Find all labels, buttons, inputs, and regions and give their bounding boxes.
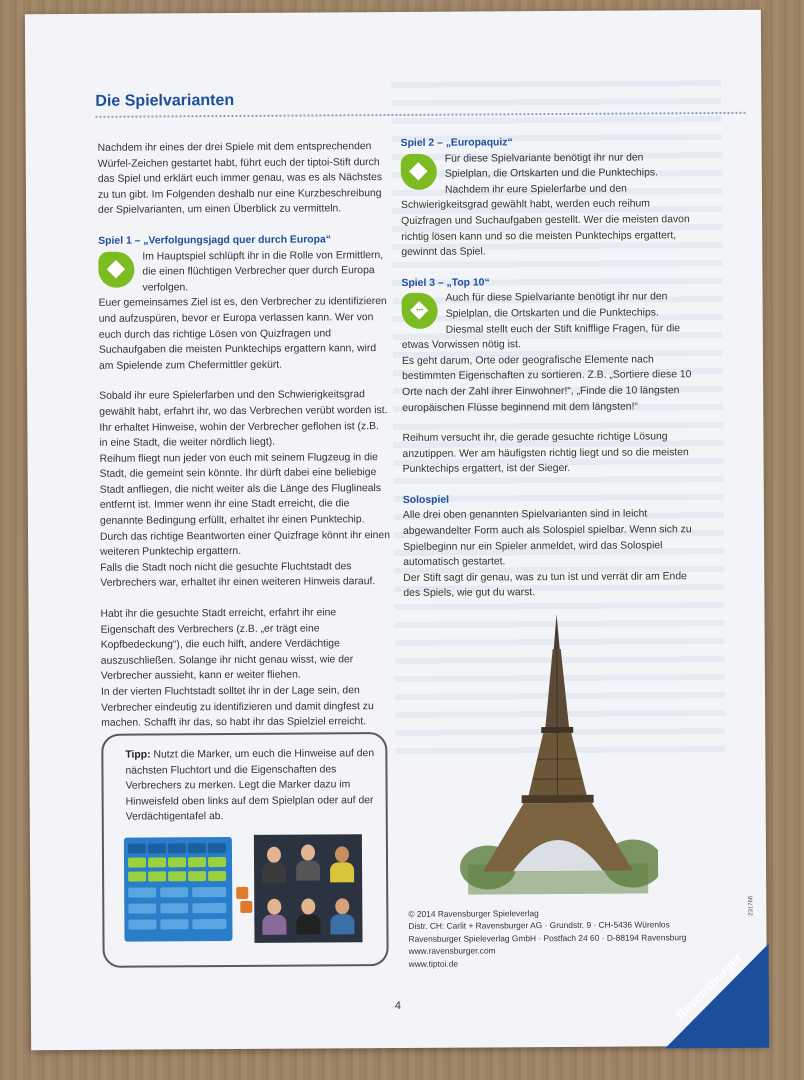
distribution-line: Distr. CH: Carlit + Ravensburger AG · Grundstr. 9 · CH-5436 Würenlos: [408, 919, 670, 932]
spiel1-paragraph: Falls die Stadt noch nicht die gesuchte Fluchtstadt des Verbrechers war, erhaltet ihr einen weiteren Hinweis darauf.: [100, 561, 376, 590]
spiel2-heading: Spiel 2 – „Europaquiz“: [400, 137, 513, 149]
suspect-board-illustration: [254, 834, 363, 943]
spiel1-paragraph: Reihum fliegt nun jeder von euch mit seinem Flugzeug in die Stadt, die gemeint sein könnte. Ihr dürft dabei eine beliebige Stadt anfliegen, die nicht weiter als die Länge des Fluglineals entfernt ist. Immer wenn ihr eine Stadt erreicht, die die genannte Bedingung erfüllt, erhaltet ihr einen Punktechip. Durch das richtige Beantworten einer Quizfrage könnt ihr einen weiteren Punktechip ergattern.: [99, 451, 391, 559]
tip-body: Nutzt die Marker, um euch die Hinweise auf den nächsten Fluchtort und die Eigenschaften des Verbrechers zu merken. Legt die Marker dazu im Hinweisfeld oben links auf dem Spielplan oder auf der Verdächtigentafel ab.: [125, 748, 375, 824]
spiel1-paragraph: Sobald ihr eure Spielerfarben und den Schwierigkeitsgrad gewählt habt, erfahrt ihr, wo das Verbrechen verübt worden ist. Ihr erhaltet Hinweise, wohin der Verbrecher geflohen ist (z.B. in eine Stadt, die weiter nördlich liegt).: [99, 389, 388, 449]
article-number: 231766: [748, 895, 755, 916]
spiel1-paragraph: Im Hauptspiel schlüpft ihr in die Rolle von Ermittlern, die einen flüchtigen Verbrecher quer durch Europa verfolgen.: [142, 249, 384, 294]
tip-text: [125, 746, 377, 826]
spiel1-paragraph: Euer gemeinsames Ziel ist es, den Verbrecher zu identifizieren und aufzuspüren, bevor er Europa verlassen kann. Wer von euch durch das richtige Lösen von Quizfragen und Suchaufgaben die meisten Punktechips ergattern kann, wird am Spielende zum Chefermittler gekürt.: [98, 296, 387, 372]
page-number: 4: [394, 999, 402, 1013]
solo-paragraph: Alle drei oben genannten Spielvarianten sind in leicht abgewandelter Form auch als Solospiel spielbar. Wenn sich zu Spielbeginn nur ein Spieler anmeldet, wird das Solospiel automatisch gestartet.: [402, 508, 692, 569]
spiel3-paragraph: Auch für diese Spielvariante benötigt ihr nur den Spielplan, die Ortskarten und die Punktechips. Diesmal stellt euch der Stift knifflige Fragen, für die etwas Vorwissen nötig ist.: [401, 291, 681, 352]
brand-triangle: [665, 944, 770, 1049]
brand-logo: Ravensburger: [672, 950, 746, 1023]
marker-chip: [240, 901, 252, 913]
tip-label: Tipp:: [125, 749, 151, 761]
intro-paragraph: Nachdem ihr eines der drei Spiele mit dem entsprechenden Würfel-Zeichen gestartet habt, führt euch der tiptoi-Stift durch das Spiel und erklärt euch immer genau, was es als Nächstes zu tun gibt. Im Folgenden deshalb nur eine Kurzbeschreibung der Spielvarianten, um einen Überblick zu vermitteln.: [97, 141, 383, 217]
rules-page: [25, 10, 767, 1050]
dice-symbol-two-icon: [401, 153, 437, 189]
tip-box: [101, 732, 388, 968]
publisher-address: Ravensburger Spieleverlag GmbH · Postfach 24 60 · D-88194 Ravensburg: [408, 932, 687, 944]
solo-heading: Solospiel: [402, 494, 450, 506]
marker-chip: [236, 887, 248, 899]
spiel1-paragraph: Habt ihr die gesuchte Stadt erreicht, erfahrt ihr eine Eigenschaft des Verbrechers (z.B. „er trägt eine Kopfbedeckung“), die euch hilft, andere Verdächtige auszuschließen. Solange ihr nicht genau wisst, wie der Verbrecher aussieht, kann er weiter fliehen.: [100, 607, 354, 683]
website-link: www.tiptoi.de: [408, 958, 459, 969]
website-link: www.ravensburger.com: [408, 945, 496, 957]
spiel1-section: [98, 248, 391, 732]
spiel2-paragraph: Für diese Spielvariante benötigt ihr nur den Spielplan, die Ortskarten und die Punktechips. Nachdem ihr eure Spielerfarbe und den Schwierigkeitsgrad gewählt habt, werden euch reihum Quizfragen und Suchaufgaben gestellt. Wer die meisten davon richtig lösen kann und so die meisten Punktechips ergattert, gewinnt das Spiel.: [400, 152, 690, 259]
solo-section: [403, 507, 694, 602]
copyright: © 2014 Ravensburger Spieleverlag: [408, 908, 539, 919]
spiel3-heading: Spiel 3 – „Top 10“: [401, 277, 490, 289]
spiel2-section: [401, 150, 692, 261]
right-column: [401, 134, 694, 602]
spiel3-paragraph: Es geht darum, Orte oder geografische Elemente nach bestimmten Eigenschaften zu sortieren. Z.B. „Sortiere diese 10 Orte nach der Zahl ihrer Einwohner!“, „Finde die 10 längsten europäischen Flüsse beginnend mit dem längsten!“: [401, 354, 692, 414]
spiel1-paragraph: In der vierten Fluchtstadt solltet ihr in der Lage sein, den Verbrecher eindeutig zu identifizieren und damit dingfest zu machen. Schafft ihr das, so habt ihr das Spielziel erreicht.: [100, 685, 374, 729]
dice-symbol-one-icon: [98, 251, 134, 287]
solo-paragraph: Der Stift sagt dir genau, was zu tun ist und verrät dir am Ende des Spiels, wie gut du warst.: [403, 571, 687, 600]
left-column: [98, 139, 392, 732]
spiel3-paragraph: Reihum versucht ihr, die gerade gesuchte richtige Lösung anzutippen. Wer am häufigsten richtig liegt und so die meisten Punktechips ergattert, ist der Sieger.: [402, 431, 689, 476]
hint-board-illustration: [124, 837, 233, 942]
eiffel-tower-illustration: [456, 608, 658, 909]
spiel1-heading: Spiel 1 – „Verfolgungsjagd quer durch Europa“: [98, 234, 331, 247]
spiel3-section: [402, 290, 693, 478]
dice-symbol-three-icon: •••: [402, 293, 438, 329]
page-title: Die Spielvarianten: [95, 91, 235, 110]
